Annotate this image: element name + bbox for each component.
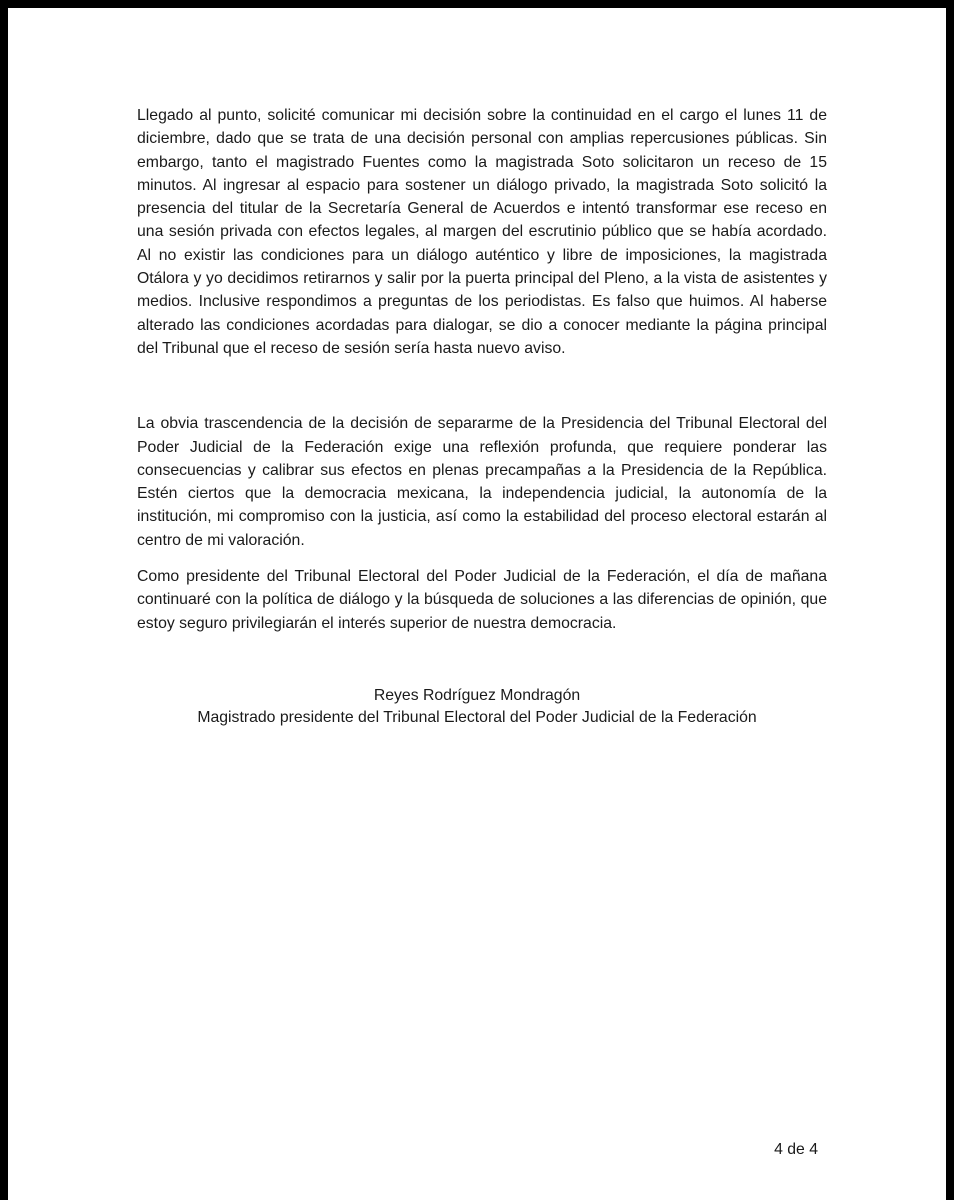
body-text xyxy=(137,104,827,635)
page-number: 4 de 4 xyxy=(774,1141,818,1158)
signature-title: Magistrado presidente del Tribunal Electoral del Poder Judicial de la Federación xyxy=(197,709,757,726)
paragraph-dialogo: Como presidente del Tribunal Electoral del Poder Judicial de la Federación, el día de mañana continuaré con la política de diálogo y la búsqueda de soluciones a las diferencias de opinión, que estoy seguro privilegiarán el interés superior de nuestra democracia. xyxy=(137,568,827,632)
paragraph-trascendencia: La obvia trascendencia de la decisión de separarme de la Presidencia del Tribunal Electoral del Poder Judicial de la Federación exige una reflexión profunda, que requiere ponderar las consecuencias y calibrar sus efectos en plenas precampañas a la Presidencia de la República. Estén ciertos que la democracia mexicana, la independencia judicial, la autonomía de la institución, mi compromiso con la justicia, así como la estabilidad del proceso electoral estarán al centro de mi valoración. xyxy=(137,415,827,549)
top-border xyxy=(0,0,954,8)
signature-block xyxy=(8,685,946,729)
right-border xyxy=(946,0,954,1200)
signature-name: Reyes Rodríguez Mondragón xyxy=(373,687,581,704)
left-border xyxy=(0,0,8,1200)
paragraph-receso: Llegado al punto, solicité comunicar mi decisión sobre la continuidad en el cargo el lunes 11 de diciembre, dado que se trata de una decisión personal con amplias repercusiones públicas. Sin embargo, tanto el magistrado Fuentes como la magistrada Soto solicitaron un receso de 15 minutos. Al ingresar al espacio para sostener un diálogo privado, la magistrada Soto solicitó la presencia del titular de la Secretaría General de Acuerdos e intentó transformar ese receso en una sesión privada con efectos legales, al margen del escrutinio público que se había acordado. Al no existir las condiciones para un diálogo auténtico y libre de imposiciones, la magistrada Otálora y yo decidimos retirarnos y salir por la puerta principal del Pleno, a la vista de asistentes y medios. Inclusive respondimos a preguntas de los periodistas. Es falso que huimos. Al haberse alterado las condiciones acordadas para dialogar, se dio a conocer mediante la página principal del Tribunal que el receso de sesión sería hasta nuevo aviso. xyxy=(137,107,827,357)
document-page xyxy=(8,8,946,1200)
